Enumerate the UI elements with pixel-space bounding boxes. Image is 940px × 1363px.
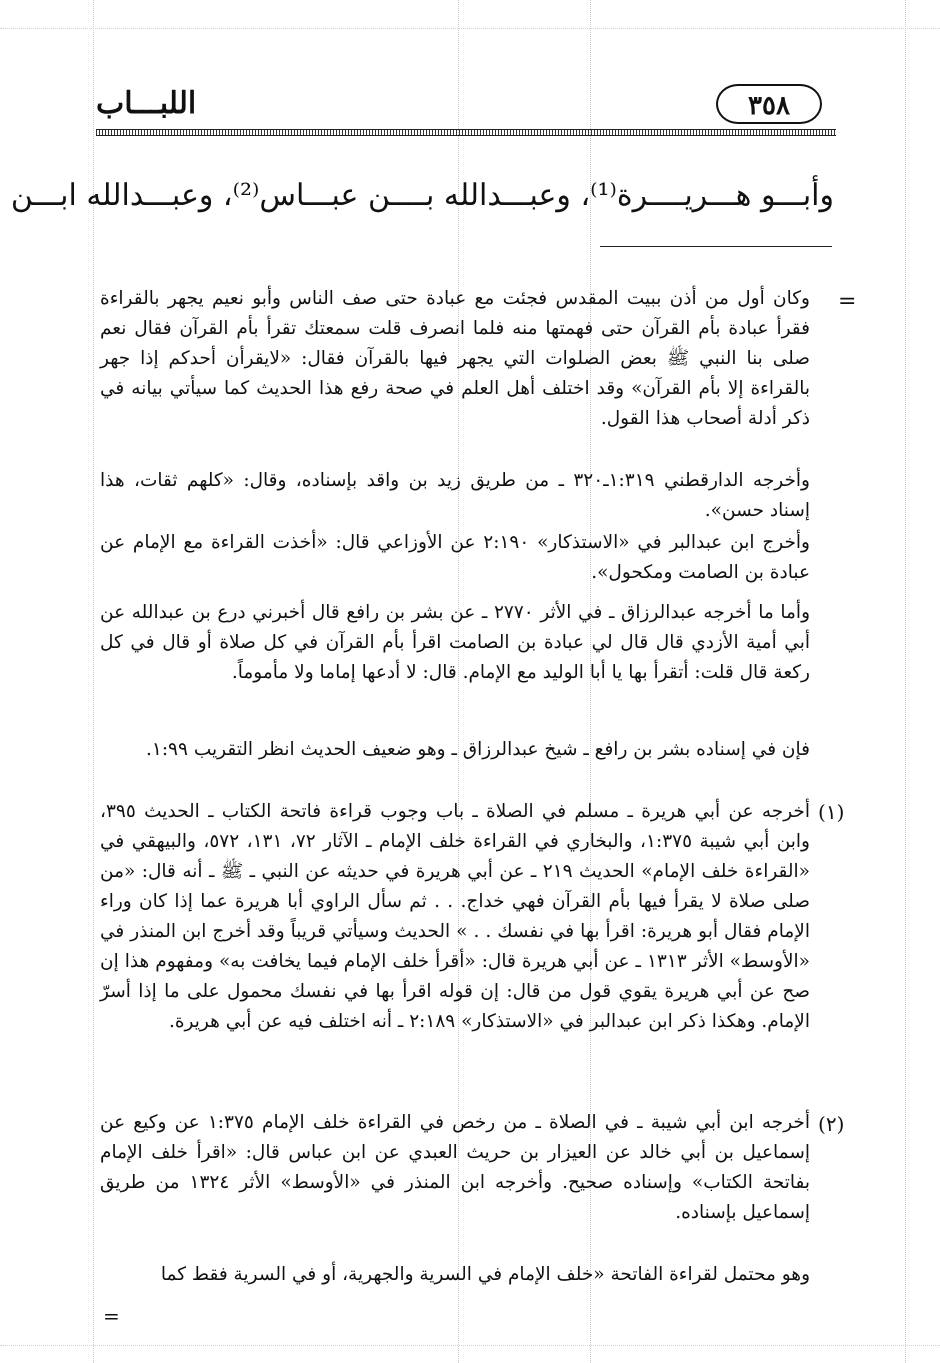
footnote-closing: وهو محتمل لقراءة الفاتحة «خلف الإمام في السرية والجهرية، أو في السرية فقط كما — [160, 1264, 810, 1285]
footnote-paragraph: وأخرج ابن عبدالبر في «الاستذكار» ٢:١٩٠ عن الأوزاعي قال: «أخذت القراءة مع الإمام عن عبادة بن الصامت ومكحول». — [100, 532, 810, 583]
continuation-mark: = — [103, 1304, 120, 1328]
scan-line — [0, 28, 940, 29]
header-rule — [96, 129, 836, 136]
scan-line — [0, 1345, 940, 1346]
page-number: ٣٥٨ — [716, 84, 822, 124]
footnote-marker: (١) — [818, 800, 845, 824]
scan-line — [905, 0, 906, 1363]
running-title: اللبـــاب — [96, 86, 197, 121]
main-text-line: وأبـــو هـــريــــرة⁽¹⁾، وعبـــدالله بــــن عبـــاس⁽²⁾، وعبـــدالله ابـــن — [10, 178, 834, 213]
footnote-paragraph: وأما ما أخرجه عبدالرزاق ـ في الأثر ٢٧٧٠ ـ عن بشر بن رافع قال أخبرني درع بن عبدالله عن أبي أمية الأزدي قال قال لي عبادة بن الصامت اقرأ بأم القرآن في كل صلاة أو قال في كل ركعة قال قلت: أتقرأ بها يا أبا الوليد مع الإمام. قال: لا أدعها إماما ولا مأموماً. — [100, 602, 810, 683]
footnote-separator — [600, 246, 832, 247]
footnote-paragraph: فإن في إسناده بشر بن رافع ـ شيخ عبدالرزاق ـ وهو ضعيف الحديث انظر التقريب ١:٩٩. — [146, 739, 810, 760]
footnote-2: أخرجه ابن أبي شيبة ـ في الصلاة ـ من رخص في القراءة خلف الإمام ١:٣٧٥ عن وكيع عن إسماعيل بن أبي خالد عن العيزار بن حريث العبدي عن ابن عباس قال: «اقرأ خلف الإمام بفاتحة الكتاب» وإسناده صحيح. وأخرجه ابن المنذر في «الأوسط» الأثر ١٣٢٤ من طريق إسماعيل بإسناده. — [100, 1112, 810, 1223]
continuation-mark: = — [838, 289, 857, 314]
footnote-paragraph: وكان أول من أذن ببيت المقدس فجئت مع عبادة حتى صف الناس وأبو نعيم يجهر بالقراءة فقرأ عبادة بأم القرآن حتى فهمتها منه فلما انصرف قلت سمعتك تقرأ بأم القرآن فقال نعم صلى بنا النبي ﷺ بعض الصلوات التي يجهر فيها بالقرآن فقال: «لايقرأن أحدكم إذا جهر بالقراءة إلا بأم القرآن» وقد اختلف أهل العلم في صحة رفع هذا الحديث كما سيأتي بيانه في ذكر أدلة أصحاب هذا القول. — [100, 288, 810, 429]
footnote-paragraph: وأخرجه الدارقطني ١:٣١٩ـ٣٢٠ ـ من طريق زيد بن واقد بإسناده، وقال: «كلهم ثقات، هذا إسناد حسن». — [100, 470, 810, 521]
footnote-1: أخرجه عن أبي هريرة ـ مسلم في الصلاة ـ باب وجوب قراءة فاتحة الكتاب ـ الحديث ٣٩٥، وابن أبي شيبة ١:٣٧٥، والبخاري في القراءة خلف الإمام ـ الآثار ٧٢، ١٣١، ٥٧٢، والبيهقي في «القراءة خلف الإمام» الحديث ٢١٩ ـ عن أبي هريرة في حديثه عن النبي ـ ﷺ ـ أنه قال: «من صلى صلاة لا يقرأ فيها بأم القرآن فهي خداج. . . ثم سأل الراوي أبا هريرة عما إذا كان وراء الإمام فقال أبو هريرة: اقرأ بها في نفسك . . » الحديث وسيأتي قريباً وقد أخرج ابن المنذر في «الأوسط» الأثر ١٣١٣ ـ عن أبي هريرة قال: «أقرأ خلف الإمام فيما يخافت به» ومفهوم هذا إن صح عن أبي هريرة يقوي قول من قال: إن قوله اقرأ بها في نفسك محمول على ما إذا أسرّ الإمام. وهكذا ذكر ابن عبدالبر في «الاستذكار» ٢:١٨٩ ـ أنه اختلف فيه عن أبي هريرة. — [100, 801, 811, 1032]
footnote-marker: (٢) — [818, 1112, 845, 1136]
